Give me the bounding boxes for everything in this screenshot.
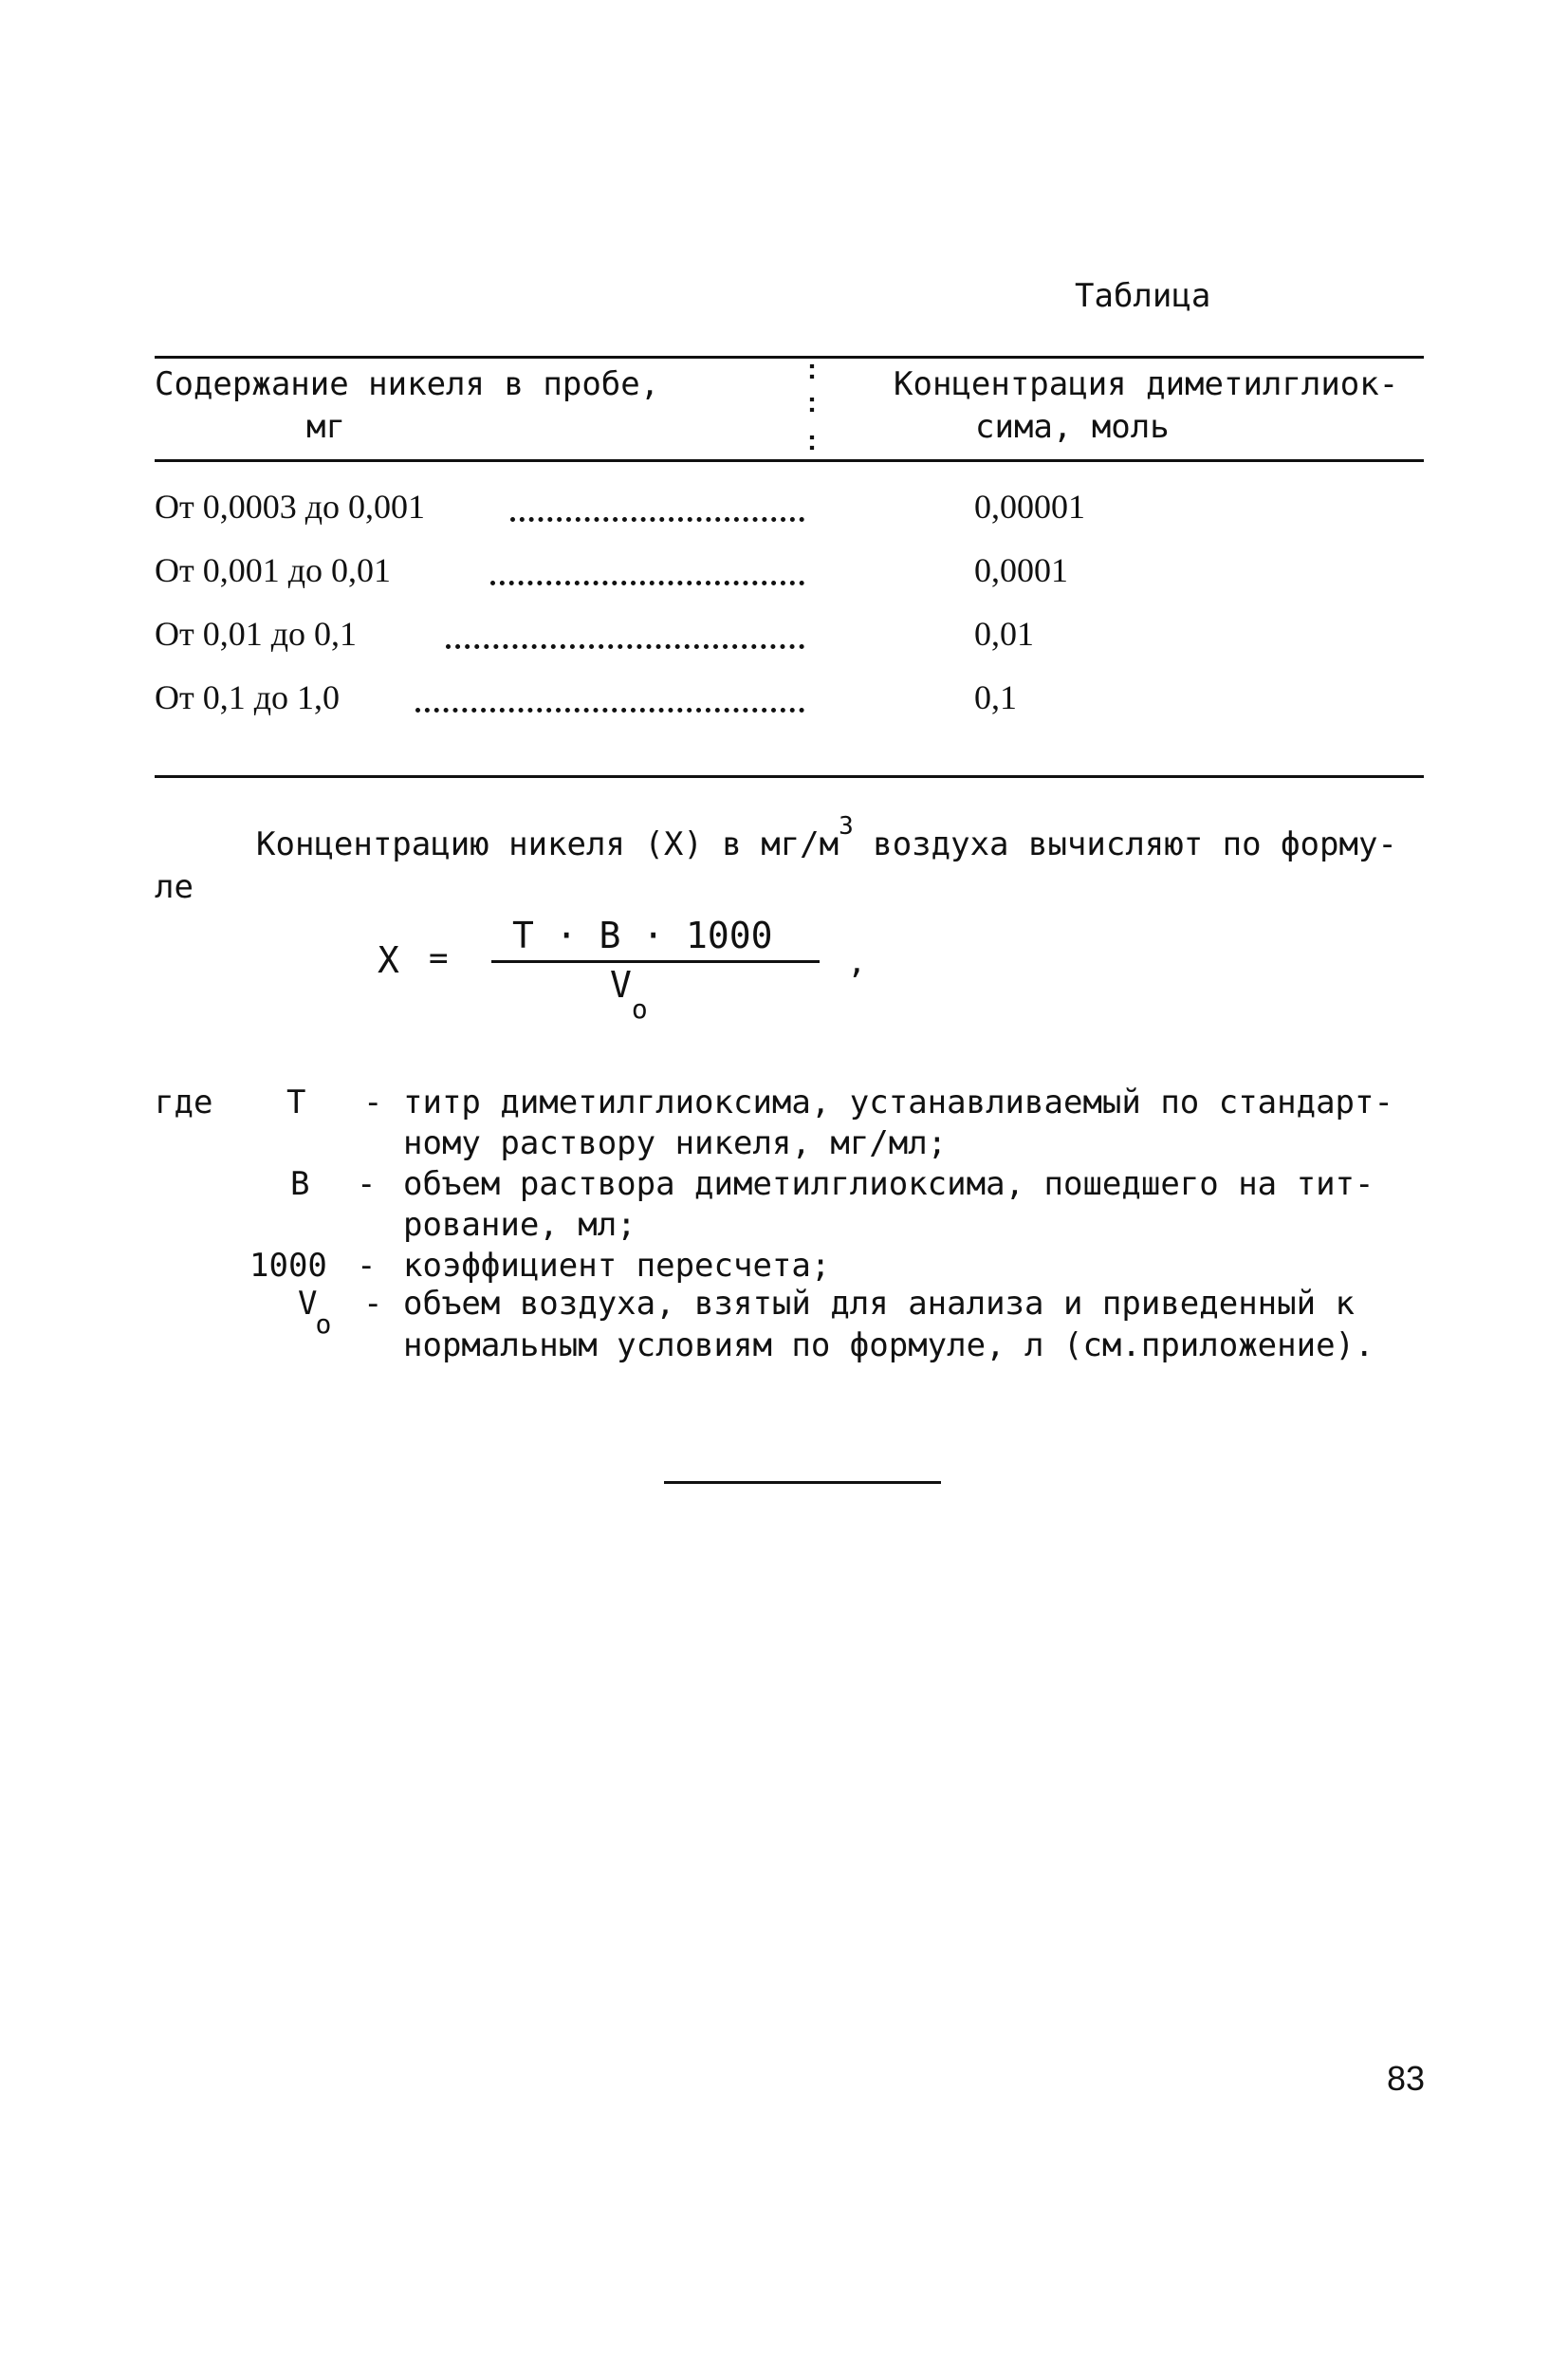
legend-text-line: нормальным условиям по формуле, л (см.приложение). — [403, 1326, 1374, 1364]
legend-intro: где — [155, 1084, 213, 1121]
table-top-rule — [155, 356, 1424, 359]
leader-dots — [490, 581, 804, 585]
legend-symbol: T — [286, 1084, 306, 1121]
denominator-symbol: V — [610, 964, 632, 1006]
paragraph-text-end: воздуха вычисляют по форму- — [853, 825, 1397, 863]
end-rule — [664, 1481, 941, 1484]
formula-trailing-comma: , — [847, 943, 867, 981]
legend-symbol: 1000 — [249, 1247, 327, 1285]
paragraph-text-start: Концентрацию никеля (X) в мг/м — [256, 825, 839, 863]
table-row-value: 0,1 — [974, 678, 1017, 716]
table-header-rule — [155, 459, 1424, 462]
leader-dots — [415, 708, 804, 713]
paragraph-line1 — [256, 812, 1397, 863]
legend-text-line: коэффициент пересчета; — [403, 1247, 831, 1285]
table-row-range: От 0,001 до 0,01 — [155, 551, 392, 589]
legend-dash: - — [363, 1084, 383, 1121]
table-row-range: От 0,01 до 0,1 — [155, 615, 358, 653]
table-bottom-rule — [155, 775, 1424, 778]
legend-text-line: рование, мл; — [403, 1206, 636, 1244]
legend-text-line: ному раствору никеля, мг/мл; — [403, 1124, 948, 1162]
header-separator-dot: : — [807, 354, 817, 385]
legend-symbol: B — [290, 1165, 310, 1203]
header-separator-dot: : — [807, 387, 817, 418]
table-row-value: 0,01 — [974, 615, 1034, 653]
legend-text-line: объем воздуха, взятый для анализа и приведенный к — [403, 1285, 1356, 1323]
paragraph-line2: ле — [155, 868, 194, 906]
legend-text-line: объем раствора диметилглиоксима, пошедшего на тит- — [403, 1165, 1374, 1203]
legend-symbol-subscript: o — [315, 1308, 332, 1340]
denominator-subscript: o — [631, 993, 648, 1025]
table-row-range: От 0,0003 до 0,001 — [155, 488, 426, 526]
formula-equals: = — [429, 939, 449, 977]
superscript-three: 3 — [839, 812, 854, 841]
formula-numerator: T · B · 1000 — [512, 915, 773, 956]
legend-text-line: титр диметилглиоксима, устанавливаемый по стандарт- — [403, 1084, 1393, 1121]
leader-dots — [510, 517, 804, 522]
legend-dash: - — [363, 1285, 383, 1323]
legend-dash: - — [357, 1165, 377, 1203]
page-number: 83 — [1387, 2059, 1426, 2098]
col2-header-line2: сима, моль — [975, 408, 1170, 446]
table-caption: Таблица — [1075, 277, 1211, 315]
formula-lhs: X — [378, 939, 399, 981]
legend-dash: - — [357, 1247, 377, 1285]
fraction-bar — [491, 960, 820, 963]
table-row-value: 0,0001 — [974, 551, 1068, 589]
legend-symbol — [298, 1285, 333, 1340]
col1-header-line2: мг — [306, 408, 345, 446]
col1-header-line1: Содержание никеля в пробе, — [155, 365, 660, 403]
legend-symbol-main: V — [298, 1285, 318, 1323]
table-row-value: 0,00001 — [974, 488, 1085, 526]
leader-dots — [446, 644, 804, 649]
header-separator-dot: : — [807, 425, 817, 456]
col2-header-line1: Концентрация диметилглиок- — [894, 365, 1399, 403]
table-row-range: От 0,1 до 1,0 — [155, 678, 341, 716]
formula-denominator — [610, 964, 648, 1025]
